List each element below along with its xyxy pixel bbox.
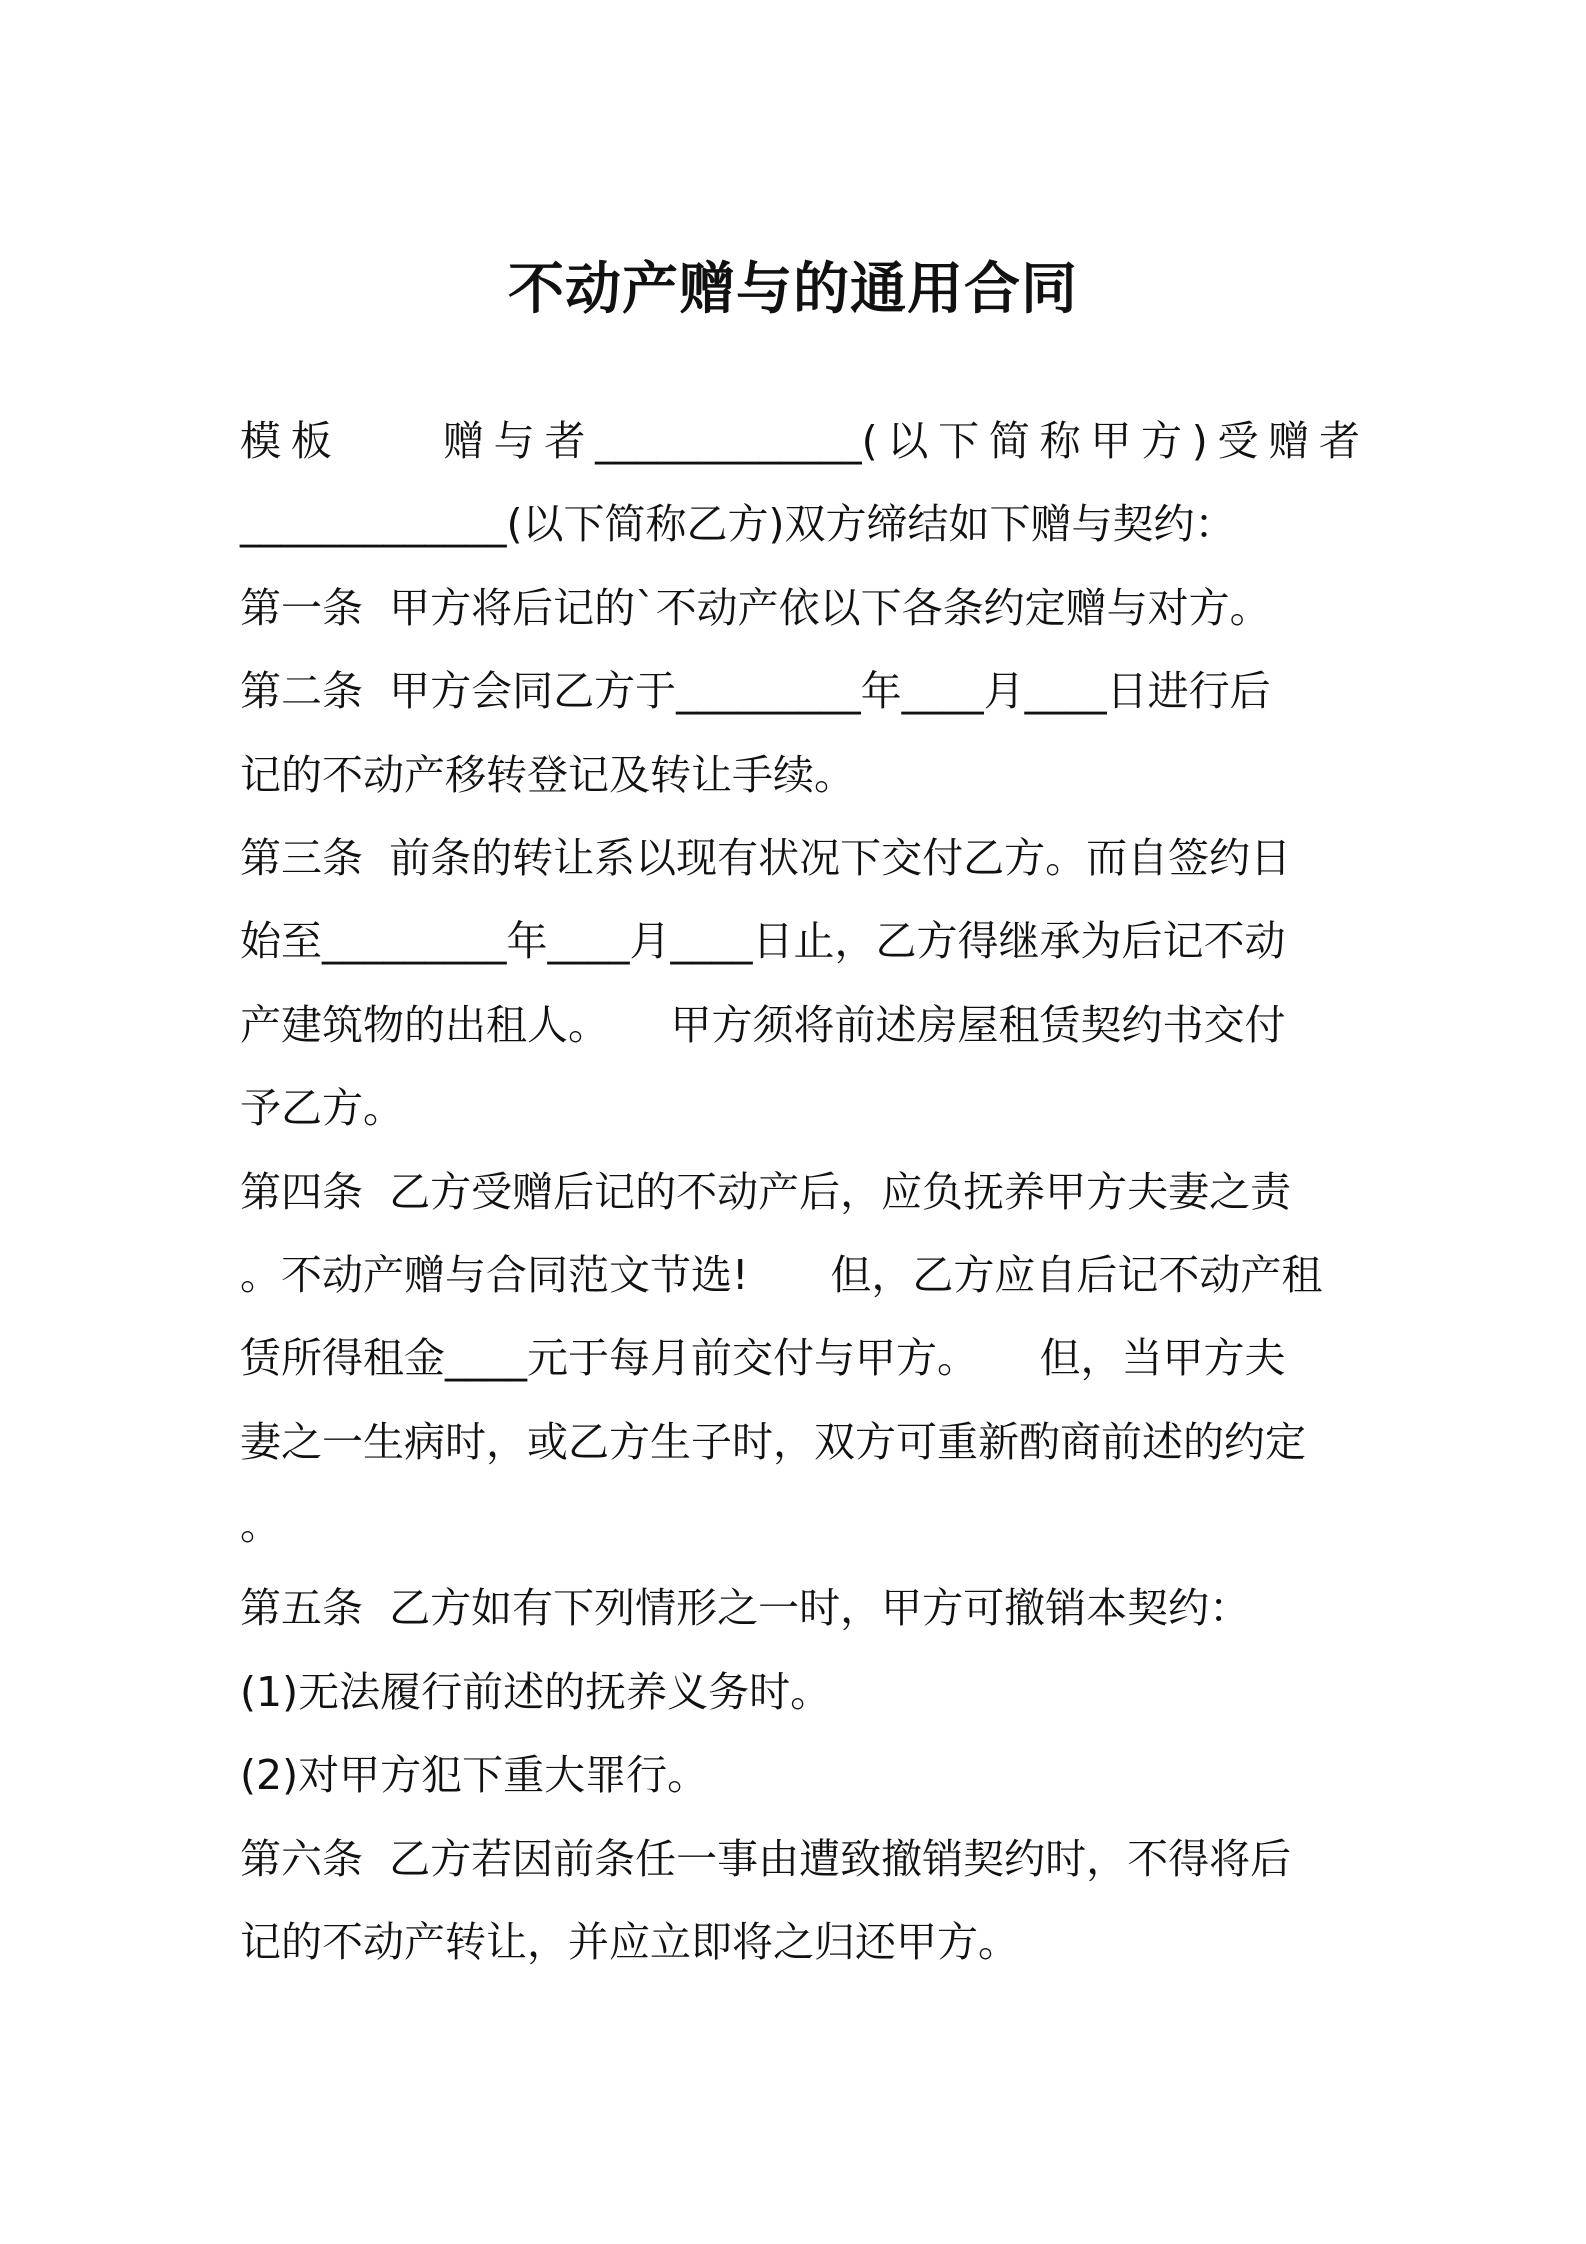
contract-line: 始至_________年____月____日止，乙方得继承为后记不动 <box>240 917 1286 966</box>
contract-line: 模板 赠与者_____________(以下简称甲方)受赠者 <box>240 417 1360 465</box>
contract-line: 第六条 乙方若因前条任一事由遭致撤销契约时，不得将后 <box>240 1834 1292 1883</box>
contract-line: 第四条 乙方受赠后记的不动产后，应负抚养甲方夫妻之责 <box>240 1167 1292 1216</box>
contract-body <box>240 400 1360 1984</box>
contract-line: 第二条 甲方会同乙方于_________年____月____日进行后 <box>240 667 1271 716</box>
contract-line: 记的不动产转让，并应立即将之归还甲方。 <box>240 1918 1019 1967</box>
contract-line: 第三条 前条的转让系以现有状况下交付乙方。而自签约日 <box>240 833 1292 882</box>
contract-line: 产建筑物的出租人。 甲方须将前述房屋租赁契约书交付 <box>240 1000 1286 1049</box>
contract-line: 。不动产赠与合同范文节选! 但，乙方应自后记不动产租 <box>240 1250 1323 1299</box>
contract-line: 予乙方。 <box>240 1084 404 1133</box>
contract-line: (1)无法履行前述的抚养义务时。 <box>240 1667 832 1716</box>
contract-line: 妻之一生病时，或乙方生子时，双方可重新酌商前述的约定 <box>240 1417 1306 1466</box>
contract-line: 赁所得租金____元于每月前交付与甲方。 但，当甲方夫 <box>240 1334 1286 1383</box>
contract-line: (2)对甲方犯下重大罪行。 <box>240 1751 709 1800</box>
contract-line: 第五条 乙方如有下列情形之一时，甲方可撤销本契约： <box>240 1584 1251 1633</box>
contract-line: _____________(以下简称乙方)双方缔结如下赠与契约： <box>240 500 1236 549</box>
contract-line: 。 <box>240 1501 281 1550</box>
document-title: 不动产赠与的通用合同 <box>508 257 1078 322</box>
contract-line: 记的不动产移转登记及转让手续。 <box>240 750 855 799</box>
contract-line: 第一条 甲方将后记的`不动产依以下各条约定赠与对方。 <box>240 583 1271 632</box>
